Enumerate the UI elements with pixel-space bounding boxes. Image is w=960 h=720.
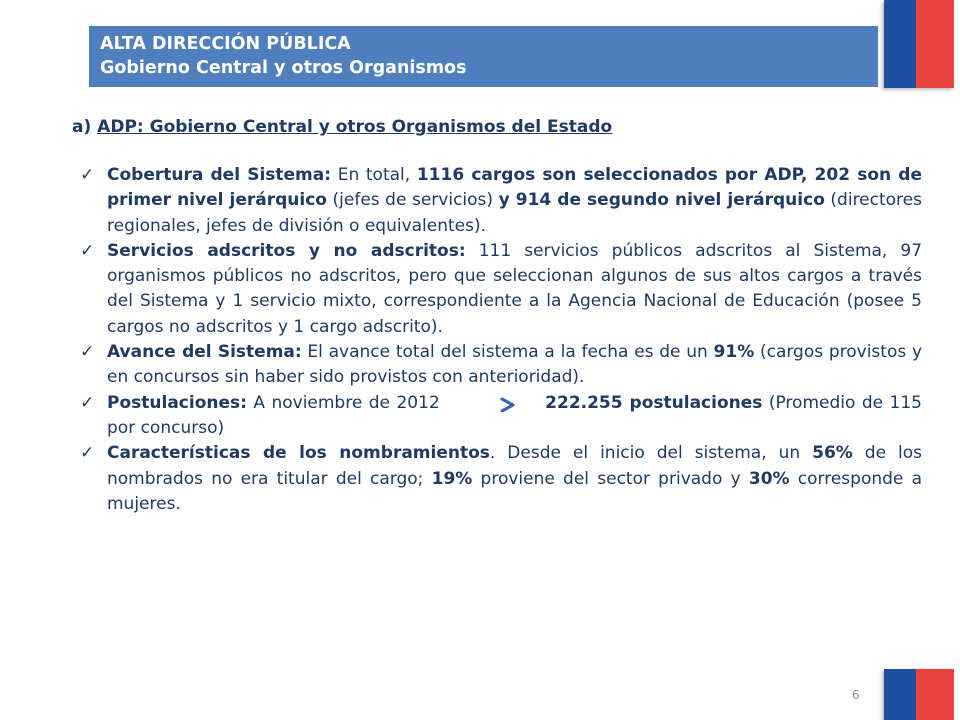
bullet-text: proviene del sector privado y — [472, 468, 749, 489]
bullet-text-bold: Postulaciones: — [107, 392, 247, 413]
flag-blue-stripe — [884, 669, 916, 720]
title-line-2: Gobierno Central y otros Organismos — [100, 58, 467, 78]
bullet-text-bold: 19% — [431, 468, 473, 489]
bullet-text: (Promedio de 115 por concurso) — [107, 392, 922, 438]
page-number: 6 — [852, 688, 860, 702]
checkmark-icon: ✓ — [80, 443, 95, 464]
bullet-text: A noviembre de 2012 — [246, 392, 447, 413]
checkmark-icon: ✓ — [80, 342, 95, 363]
bullet-item — [78, 441, 922, 517]
bullet-text: 111 servicios públicos adscritos al Sistema, 97 organismos públicos no adscritos, pero que seleccionan algunos de sus altos cargos a través del Sistema y 1 servicio mixto, correspondiente a la Agencia Nacional de Educación (posee 5 cargos no adscritos y 1 cargo adscrito). — [107, 240, 923, 337]
checkmark-icon: ✓ — [80, 392, 95, 413]
bullet-item — [78, 391, 922, 442]
bullet-text-bold: Características de los nombramientos — [107, 443, 490, 464]
bullet-text-bold: 222.255 postulaciones — [538, 392, 763, 413]
title-line-1: ALTA DIRECCIÓN PÚBLICA — [100, 34, 351, 54]
bullet-item — [78, 340, 922, 391]
arrow-right-icon — [446, 395, 538, 411]
section-heading — [72, 117, 772, 137]
bullet-text: corresponde a mujeres. — [107, 468, 922, 514]
bullet-text-bold: Avance del Sistema: — [107, 342, 302, 363]
bullet-item — [78, 239, 922, 340]
bullet-text-bold: y 914 de segundo nivel jerárquico — [498, 190, 825, 211]
flag-blue-stripe — [884, 0, 916, 88]
bullet-text: El avance total del sistema a la fecha es de un — [301, 342, 714, 363]
bullet-text: . Desde el inicio del sistema, un — [489, 443, 813, 464]
bullet-text-bold: 91% — [713, 342, 755, 363]
checkmark-icon: ✓ — [80, 240, 95, 261]
section-heading-link[interactable]: ADP: Gobierno Central y otros Organismos del Estado — [97, 117, 613, 137]
chile-flag-logo-bottom — [884, 669, 954, 720]
bullet-text: (cargos provistos y en concursos sin haber sido provistos con anterioridad). — [107, 342, 923, 388]
bullet-text-bold: Servicios adscritos y no adscritos: — [107, 240, 466, 261]
flag-red-stripe — [916, 669, 954, 720]
bullet-text-bold: 56% — [812, 443, 853, 464]
bullet-text: (directores regionales, jefes de división o equivalentes). — [107, 190, 922, 236]
bullet-text: (jefes de servicios) — [326, 190, 499, 211]
flag-red-stripe — [916, 0, 954, 88]
bullet-text: En total, — [331, 165, 417, 185]
chile-flag-logo-top — [884, 0, 954, 88]
title-banner — [89, 26, 878, 87]
bullet-text-bold: 30% — [748, 468, 790, 489]
bullet-text-bold: 1116 cargos son seleccionados por ADP, 202 son de primer nivel jerárquico — [107, 165, 922, 211]
bullet-text-bold: Cobertura del Sistema: — [107, 165, 332, 185]
section-prefix: a) — [72, 117, 98, 137]
bullet-text: de los nombrados no era titular del cargo; — [107, 443, 923, 489]
bullet-item — [78, 163, 922, 239]
bullet-list — [78, 163, 922, 517]
checkmark-icon: ✓ — [80, 165, 95, 185]
